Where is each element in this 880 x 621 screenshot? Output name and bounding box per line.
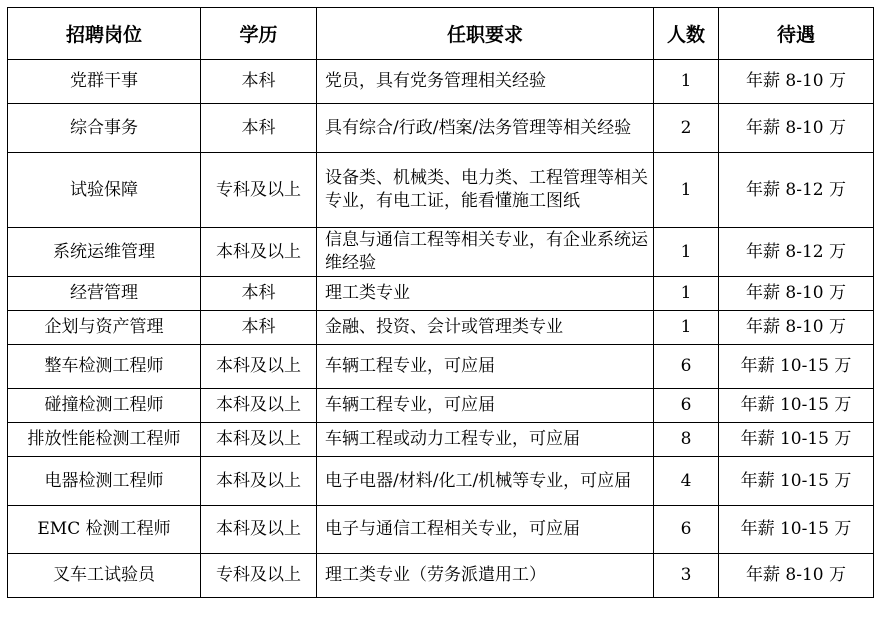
cell-education: 专科及以上 — [201, 554, 317, 598]
header-education: 学历 — [201, 8, 317, 60]
cell-education: 本科及以上 — [201, 506, 317, 554]
cell-count: 4 — [654, 457, 719, 506]
cell-requirement: 金融、投资、会计或管理类专业 — [317, 311, 654, 345]
cell-salary: 年薪 10-15 万 — [719, 506, 874, 554]
cell-count: 6 — [654, 345, 719, 389]
cell-count: 6 — [654, 389, 719, 423]
cell-requirement: 理工类专业（劳务派遣用工） — [317, 554, 654, 598]
cell-salary: 年薪 8-10 万 — [719, 311, 874, 345]
cell-position: 整车检测工程师 — [8, 345, 201, 389]
cell-count: 1 — [654, 228, 719, 277]
cell-position: 叉车工试验员 — [8, 554, 201, 598]
cell-position: EMC 检测工程师 — [8, 506, 201, 554]
header-position: 招聘岗位 — [8, 8, 201, 60]
cell-education: 本科及以上 — [201, 423, 317, 457]
cell-salary: 年薪 8-10 万 — [719, 277, 874, 311]
header-count: 人数 — [654, 8, 719, 60]
cell-education: 本科及以上 — [201, 389, 317, 423]
cell-position: 党群干事 — [8, 60, 201, 104]
header-requirement: 任职要求 — [317, 8, 654, 60]
cell-education: 本科 — [201, 277, 317, 311]
header-row — [8, 8, 874, 60]
cell-position: 试验保障 — [8, 153, 201, 228]
cell-education: 本科 — [201, 60, 317, 104]
cell-requirement: 信息与通信工程等相关专业，有企业系统运维经验 — [317, 228, 654, 277]
cell-salary: 年薪 10-15 万 — [719, 423, 874, 457]
cell-position: 系统运维管理 — [8, 228, 201, 277]
cell-position: 碰撞检测工程师 — [8, 389, 201, 423]
cell-requirement: 设备类、机械类、电力类、工程管理等相关专业，有电工证，能看懂施工图纸 — [317, 153, 654, 228]
table-row — [8, 423, 874, 457]
cell-position: 排放性能检测工程师 — [8, 423, 201, 457]
table-row — [8, 311, 874, 345]
cell-position: 综合事务 — [8, 104, 201, 153]
cell-position: 电器检测工程师 — [8, 457, 201, 506]
cell-education: 本科及以上 — [201, 228, 317, 277]
cell-requirement: 车辆工程或动力工程专业，可应届 — [317, 423, 654, 457]
table-row — [8, 60, 874, 104]
table-row — [8, 104, 874, 153]
cell-count: 6 — [654, 506, 719, 554]
cell-requirement: 具有综合/行政/档案/法务管理等相关经验 — [317, 104, 654, 153]
cell-requirement: 电子与通信工程相关专业，可应届 — [317, 506, 654, 554]
cell-education: 本科 — [201, 311, 317, 345]
cell-count: 3 — [654, 554, 719, 598]
cell-count: 2 — [654, 104, 719, 153]
cell-education: 专科及以上 — [201, 153, 317, 228]
table-row — [8, 228, 874, 277]
header-salary: 待遇 — [719, 8, 874, 60]
table-row — [8, 153, 874, 228]
table-row — [8, 506, 874, 554]
cell-count: 1 — [654, 153, 719, 228]
table-row — [8, 345, 874, 389]
cell-count: 1 — [654, 60, 719, 104]
cell-salary: 年薪 8-12 万 — [719, 153, 874, 228]
cell-salary: 年薪 10-15 万 — [719, 389, 874, 423]
table-row — [8, 554, 874, 598]
recruitment-table — [7, 7, 874, 598]
cell-position: 经营管理 — [8, 277, 201, 311]
cell-salary: 年薪 10-15 万 — [719, 457, 874, 506]
cell-requirement: 车辆工程专业，可应届 — [317, 345, 654, 389]
cell-salary: 年薪 8-12 万 — [719, 228, 874, 277]
cell-salary: 年薪 8-10 万 — [719, 60, 874, 104]
cell-education: 本科及以上 — [201, 457, 317, 506]
cell-requirement: 党员，具有党务管理相关经验 — [317, 60, 654, 104]
table-row — [8, 277, 874, 311]
cell-salary: 年薪 8-10 万 — [719, 104, 874, 153]
cell-count: 8 — [654, 423, 719, 457]
cell-requirement: 电子电器/材料/化工/机械等专业，可应届 — [317, 457, 654, 506]
cell-salary: 年薪 10-15 万 — [719, 345, 874, 389]
table-row — [8, 457, 874, 506]
cell-count: 1 — [654, 311, 719, 345]
cell-requirement: 车辆工程专业，可应届 — [317, 389, 654, 423]
cell-salary: 年薪 8-10 万 — [719, 554, 874, 598]
cell-education: 本科 — [201, 104, 317, 153]
cell-education: 本科及以上 — [201, 345, 317, 389]
cell-requirement: 理工类专业 — [317, 277, 654, 311]
table-row — [8, 389, 874, 423]
cell-position: 企划与资产管理 — [8, 311, 201, 345]
cell-count: 1 — [654, 277, 719, 311]
